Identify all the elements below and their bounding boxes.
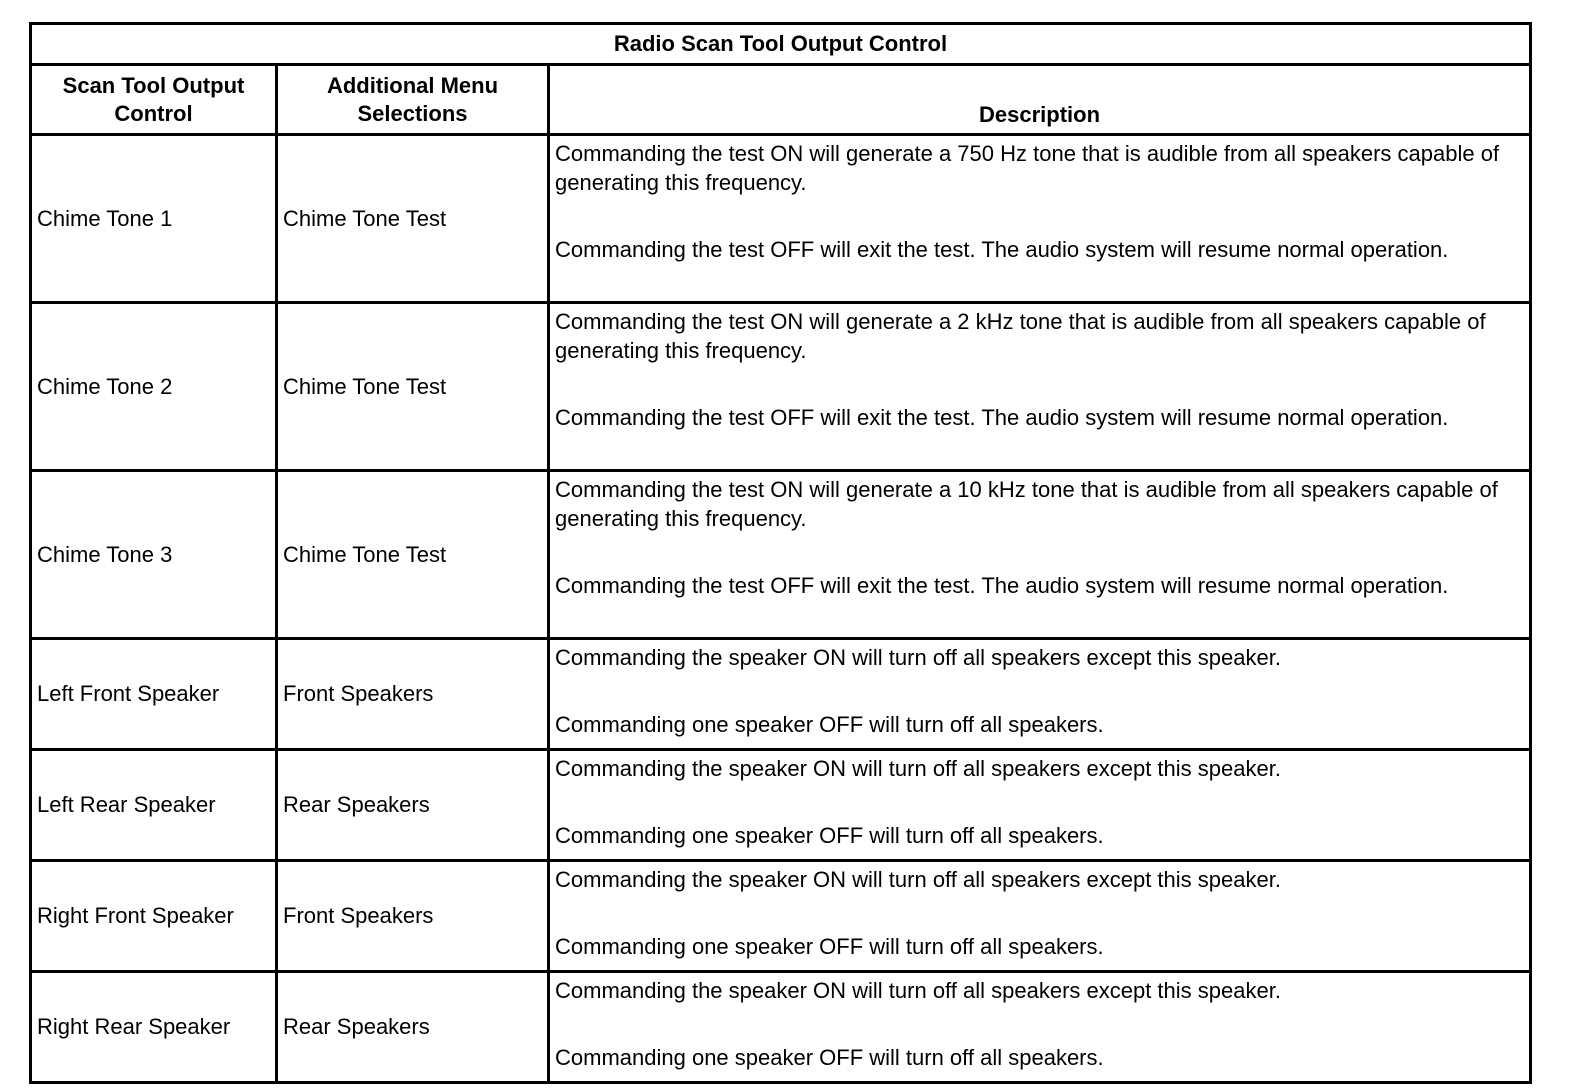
- description-off-text: Commanding one speaker OFF will turn off all speakers.: [555, 934, 1104, 959]
- header-row: [31, 65, 1531, 135]
- table-row: [31, 639, 1531, 750]
- description-on-text: Commanding the test ON will generate a 750 Hz tone that is audible from all speakers capable of generating this frequency.: [555, 141, 1500, 195]
- table-row: [31, 750, 1531, 861]
- description-cell: [549, 471, 1531, 639]
- table-row: [31, 135, 1531, 303]
- description-off-text: Commanding the test OFF will exit the test. The audio system will resume normal operation.: [555, 405, 1449, 430]
- header-additional-menu-selections: Additional Menu Selections: [277, 65, 549, 135]
- description-off-text: Commanding the test OFF will exit the test. The audio system will resume normal operation.: [555, 237, 1449, 262]
- output-control-cell: Right Front Speaker: [31, 861, 277, 972]
- output-control-cell: Chime Tone 2: [31, 303, 277, 471]
- description-on-text: Commanding the speaker ON will turn off all speakers except this speaker.: [555, 645, 1281, 670]
- menu-selection-cell: Front Speakers: [277, 639, 549, 750]
- description-cell: [549, 639, 1531, 750]
- output-control-table: [29, 22, 1532, 1084]
- description-off-text: Commanding one speaker OFF will turn off all speakers.: [555, 823, 1104, 848]
- menu-selection-cell: Chime Tone Test: [277, 135, 549, 303]
- menu-selection-cell: Chime Tone Test: [277, 303, 549, 471]
- table-title: Radio Scan Tool Output Control: [31, 24, 1531, 65]
- description-on-text: Commanding the test ON will generate a 10 kHz tone that is audible from all speakers capable of generating this frequency.: [555, 477, 1498, 531]
- menu-selection-cell: Front Speakers: [277, 861, 549, 972]
- description-cell: [549, 750, 1531, 861]
- description-off-text: Commanding one speaker OFF will turn off all speakers.: [555, 1045, 1104, 1070]
- description-on-text: Commanding the speaker ON will turn off all speakers except this speaker.: [555, 867, 1281, 892]
- description-off-text: Commanding the test OFF will exit the test. The audio system will resume normal operation.: [555, 573, 1449, 598]
- description-cell: [549, 303, 1531, 471]
- output-control-cell: Chime Tone 3: [31, 471, 277, 639]
- output-control-cell: Right Rear Speaker: [31, 972, 277, 1083]
- description-cell: [549, 861, 1531, 972]
- output-control-cell: Chime Tone 1: [31, 135, 277, 303]
- menu-selection-cell: Rear Speakers: [277, 972, 549, 1083]
- description-on-text: Commanding the test ON will generate a 2 kHz tone that is audible from all speakers capable of generating this frequency.: [555, 309, 1486, 363]
- output-control-cell: Left Front Speaker: [31, 639, 277, 750]
- menu-selection-cell: Rear Speakers: [277, 750, 549, 861]
- header-scan-tool-output-control: Scan Tool Output Control: [31, 65, 277, 135]
- table-row: [31, 303, 1531, 471]
- title-row: [31, 24, 1531, 65]
- header-description: Description: [549, 65, 1531, 135]
- description-cell: [549, 135, 1531, 303]
- description-cell: [549, 972, 1531, 1083]
- table-row: [31, 972, 1531, 1083]
- output-control-cell: Left Rear Speaker: [31, 750, 277, 861]
- description-off-text: Commanding one speaker OFF will turn off all speakers.: [555, 712, 1104, 737]
- description-on-text: Commanding the speaker ON will turn off all speakers except this speaker.: [555, 756, 1281, 781]
- description-on-text: Commanding the speaker ON will turn off all speakers except this speaker.: [555, 978, 1281, 1003]
- menu-selection-cell: Chime Tone Test: [277, 471, 549, 639]
- table-row: [31, 861, 1531, 972]
- table-row: [31, 471, 1531, 639]
